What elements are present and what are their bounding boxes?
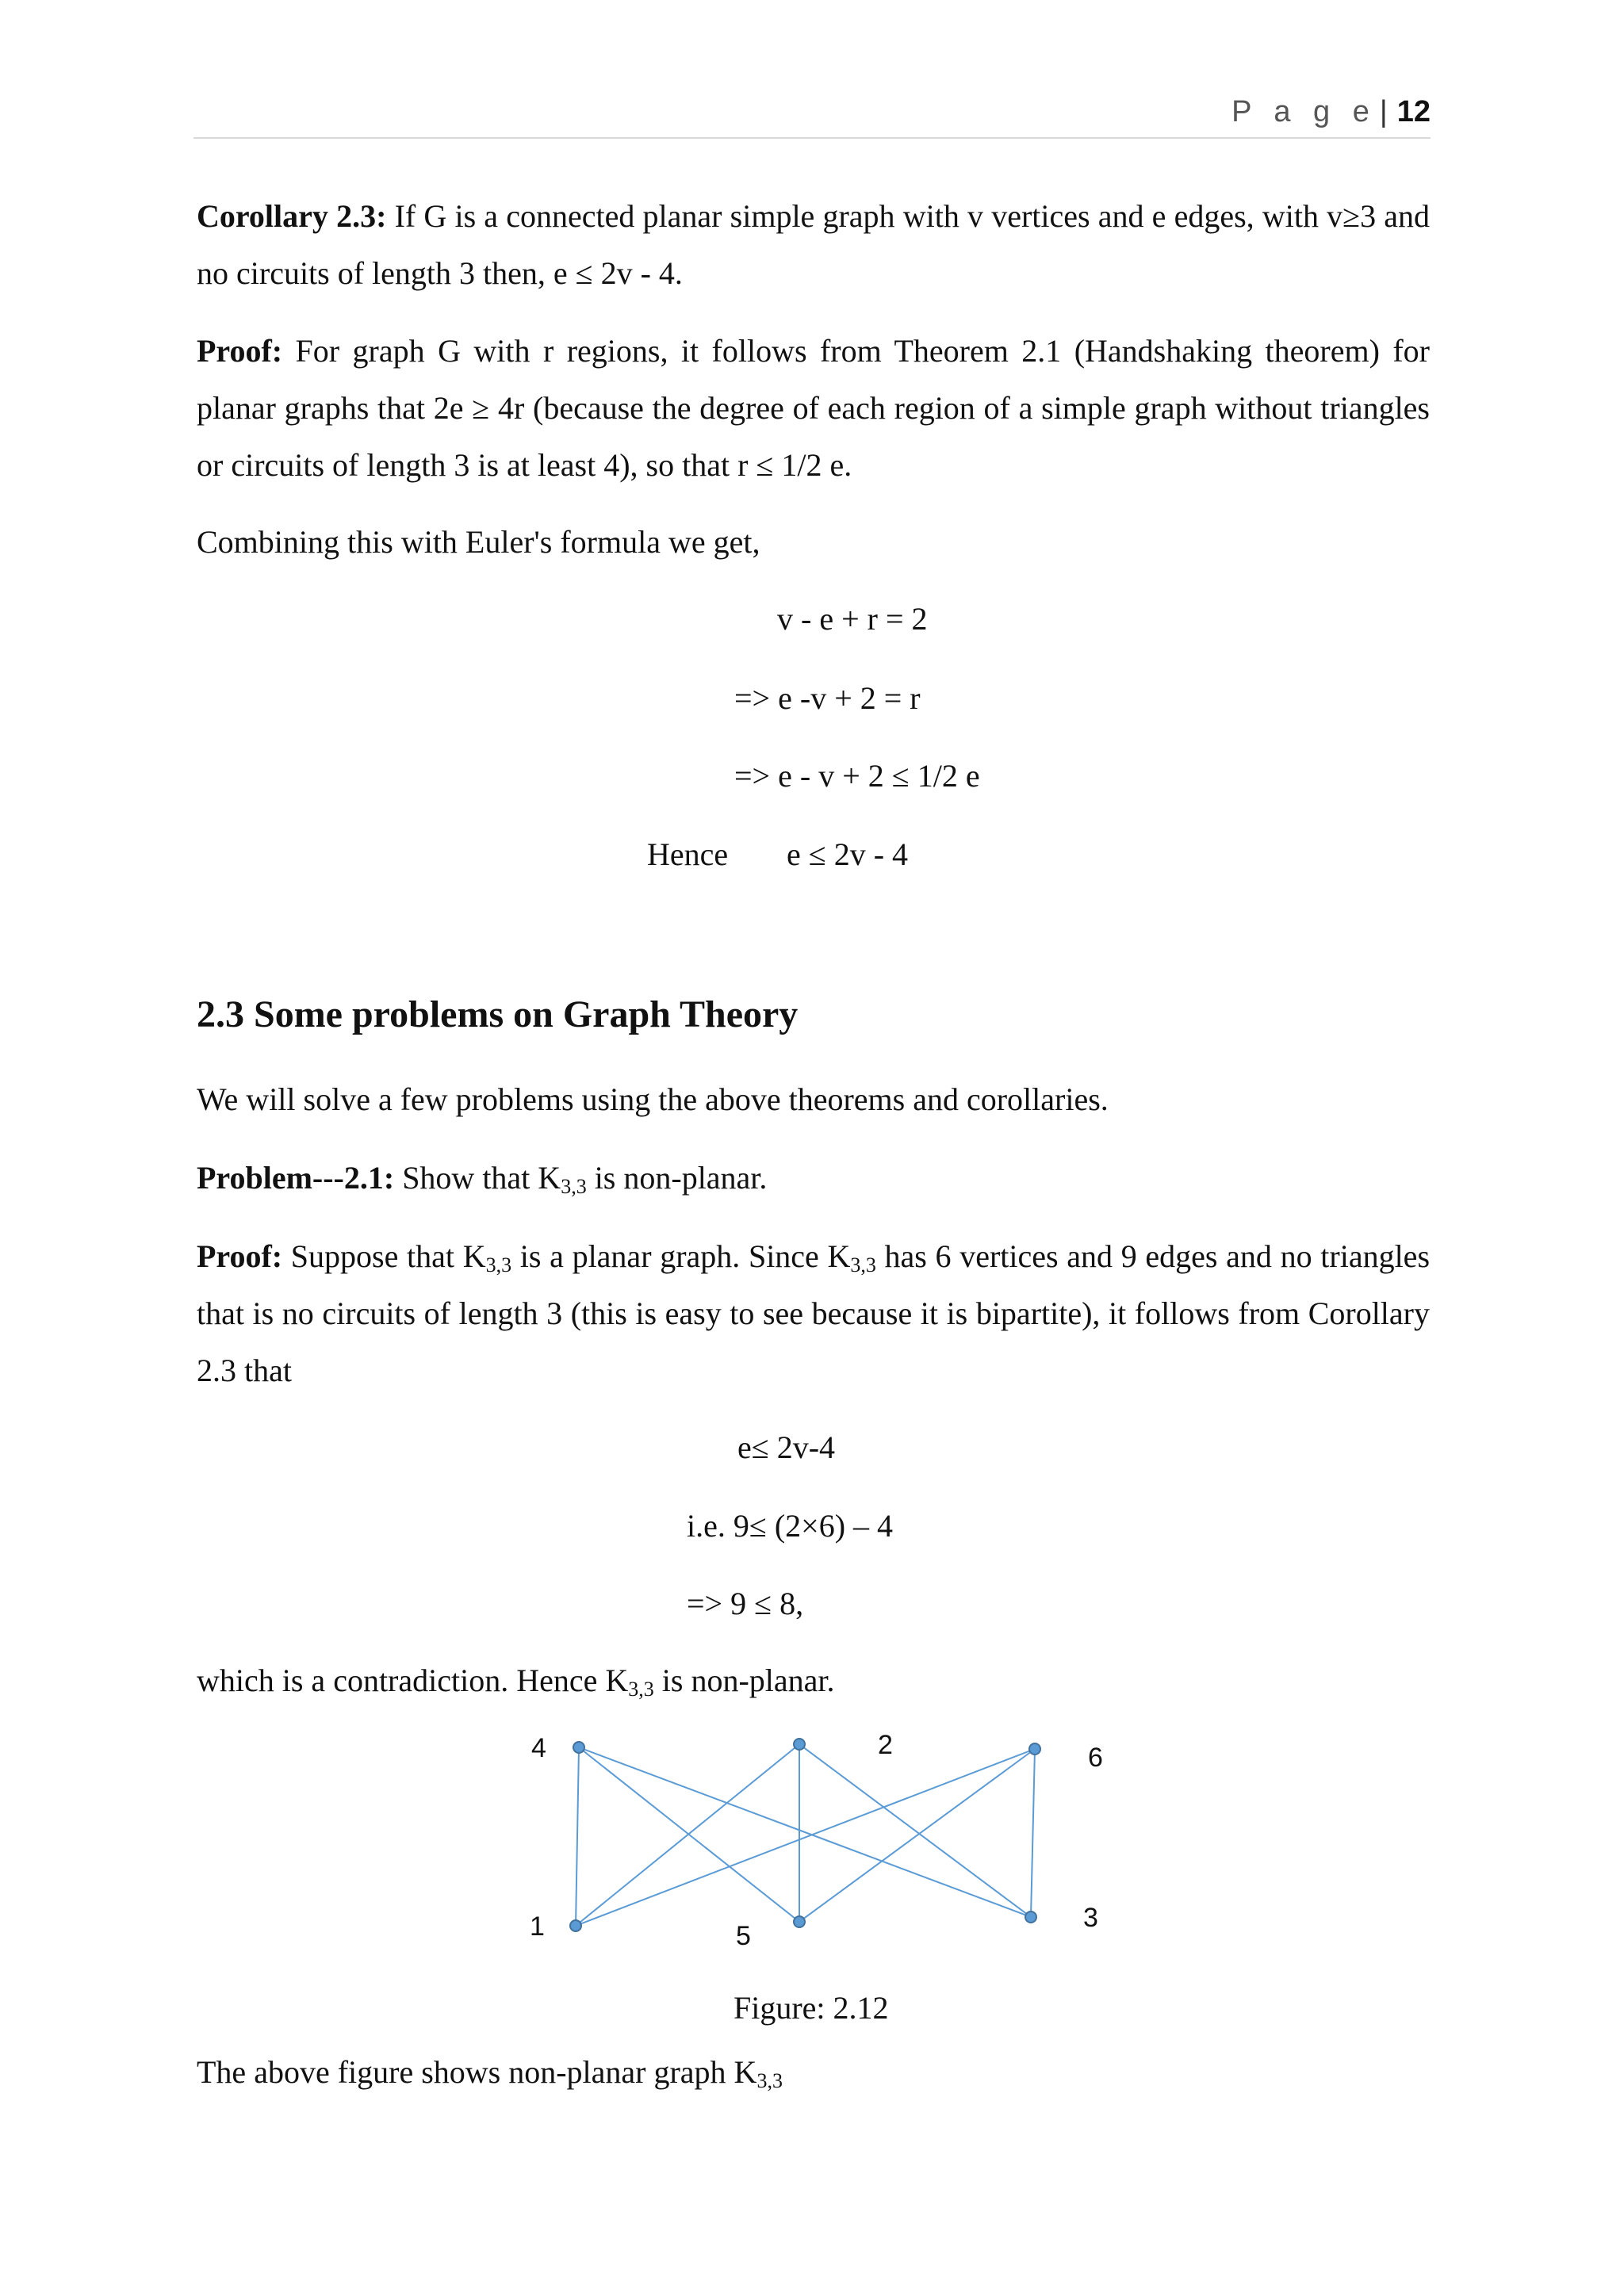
problem-label: Problem---2.1: [197, 1160, 395, 1196]
hence-expression: e ≤ 2v - 4 [787, 836, 909, 872]
equation-5: i.e. 9≤ (2×6) – 4 [687, 1508, 894, 1544]
contradiction-pre: which is a contradiction. Hence K [197, 1663, 629, 1698]
page-number: 12 [1396, 95, 1431, 128]
graph-edge-4-3 [579, 1747, 1031, 1917]
final-subscript: 3,3 [756, 2069, 783, 2092]
contradiction-post: is non-planar. [653, 1663, 835, 1698]
graph-node-label-2: 2 [878, 1730, 893, 1760]
problem-text-pre: Show that K [394, 1160, 561, 1196]
graph-edges [576, 1744, 1035, 1926]
proof2-sub-2: 3,3 [850, 1253, 876, 1276]
graph-edge-2-3 [799, 1744, 1031, 1917]
equation-1: v - e + r = 2 [777, 601, 928, 637]
proof2-text-3: has 6 vertices and 9 edges and no triangles that is no circuits of length 3 (this is easy to see because it is bipartite), it follows from Corollary 2.3 that [197, 1238, 1431, 1388]
combining-text: Combining this with Euler's formula we get, [197, 524, 760, 560]
graph-edge-6-3 [1031, 1749, 1035, 1917]
page-word: P a g e [1231, 95, 1377, 128]
proof2-sub-1: 3,3 [485, 1253, 512, 1276]
graph-edge-6-5 [799, 1749, 1035, 1922]
k33-graph-figure [476, 1705, 1126, 1958]
final-text: The above figure shows non-planar graph K [197, 2054, 757, 2090]
proof-label-1: Proof: [197, 333, 283, 369]
proof2-text-1: Suppose that K [282, 1238, 486, 1274]
graph-node-label-4: 4 [531, 1733, 546, 1763]
proof2-text-2: is a planar graph. Since K [511, 1238, 851, 1274]
page-header [1231, 95, 1431, 129]
section-heading: 2.3 Some problems on Graph Theory [197, 993, 799, 1035]
graph-labels [530, 1730, 1103, 1951]
graph-node-label-5: 5 [736, 1921, 751, 1951]
graph-node-1 [570, 1920, 581, 1931]
header-separator: | [1379, 95, 1388, 128]
proof-paragraph-2 [197, 1228, 1430, 1399]
graph-node-label-1: 1 [530, 1911, 545, 1942]
contradiction-paragraph [197, 1652, 1430, 1709]
graph-edge-6-1 [576, 1749, 1035, 1926]
graph-edge-4-1 [576, 1747, 579, 1926]
equation-3: => e - v + 2 ≤ 1/2 e [734, 758, 980, 794]
equation-6: => 9 ≤ 8, [687, 1586, 804, 1621]
proof-text-1: For graph G with r regions, it follows from Theorem 2.1 (Handshaking theorem) for planar graphs that 2e ≥ 4r (because the degree of each region of a simple graph without triangles or circuits of length 3 is at least 4), so that r ≤ 1/2 e. [197, 333, 1430, 483]
problem-subscript: 3,3 [561, 1175, 587, 1198]
header-rule [193, 137, 1431, 139]
hence-word: Hence [647, 836, 729, 872]
graph-node-2 [794, 1739, 805, 1750]
final-paragraph [197, 2044, 1430, 2101]
graph-nodes [570, 1739, 1040, 1931]
graph-node-label-3: 3 [1083, 1903, 1098, 1933]
graph-node-5 [794, 1916, 805, 1927]
problem-text-post: is non-planar. [586, 1160, 768, 1196]
corollary-paragraph [197, 188, 1430, 302]
graph-node-label-6: 6 [1088, 1743, 1103, 1773]
corollary-label: Corollary 2.3: [197, 198, 387, 234]
corollary-text: If G is a connected planar simple graph with v vertices and e edges, with v≥3 and no circuits of length 3 then, e ≤ 2v - 4. [197, 198, 1431, 291]
problem-paragraph [197, 1150, 1430, 1207]
equation-4: e≤ 2v-4 [737, 1429, 836, 1465]
proof-label-2: Proof: [197, 1238, 283, 1274]
contradiction-subscript: 3,3 [628, 1678, 654, 1701]
graph-node-6 [1029, 1743, 1040, 1755]
figure-caption: Figure: 2.12 [733, 1990, 889, 2026]
intro-text: We will solve a few problems using the above theorems and corollaries. [197, 1081, 1109, 1117]
graph-node-3 [1025, 1911, 1036, 1923]
equation-2: => e -v + 2 = r [734, 680, 921, 716]
graph-node-4 [573, 1742, 584, 1753]
proof-paragraph-1 [197, 323, 1430, 494]
